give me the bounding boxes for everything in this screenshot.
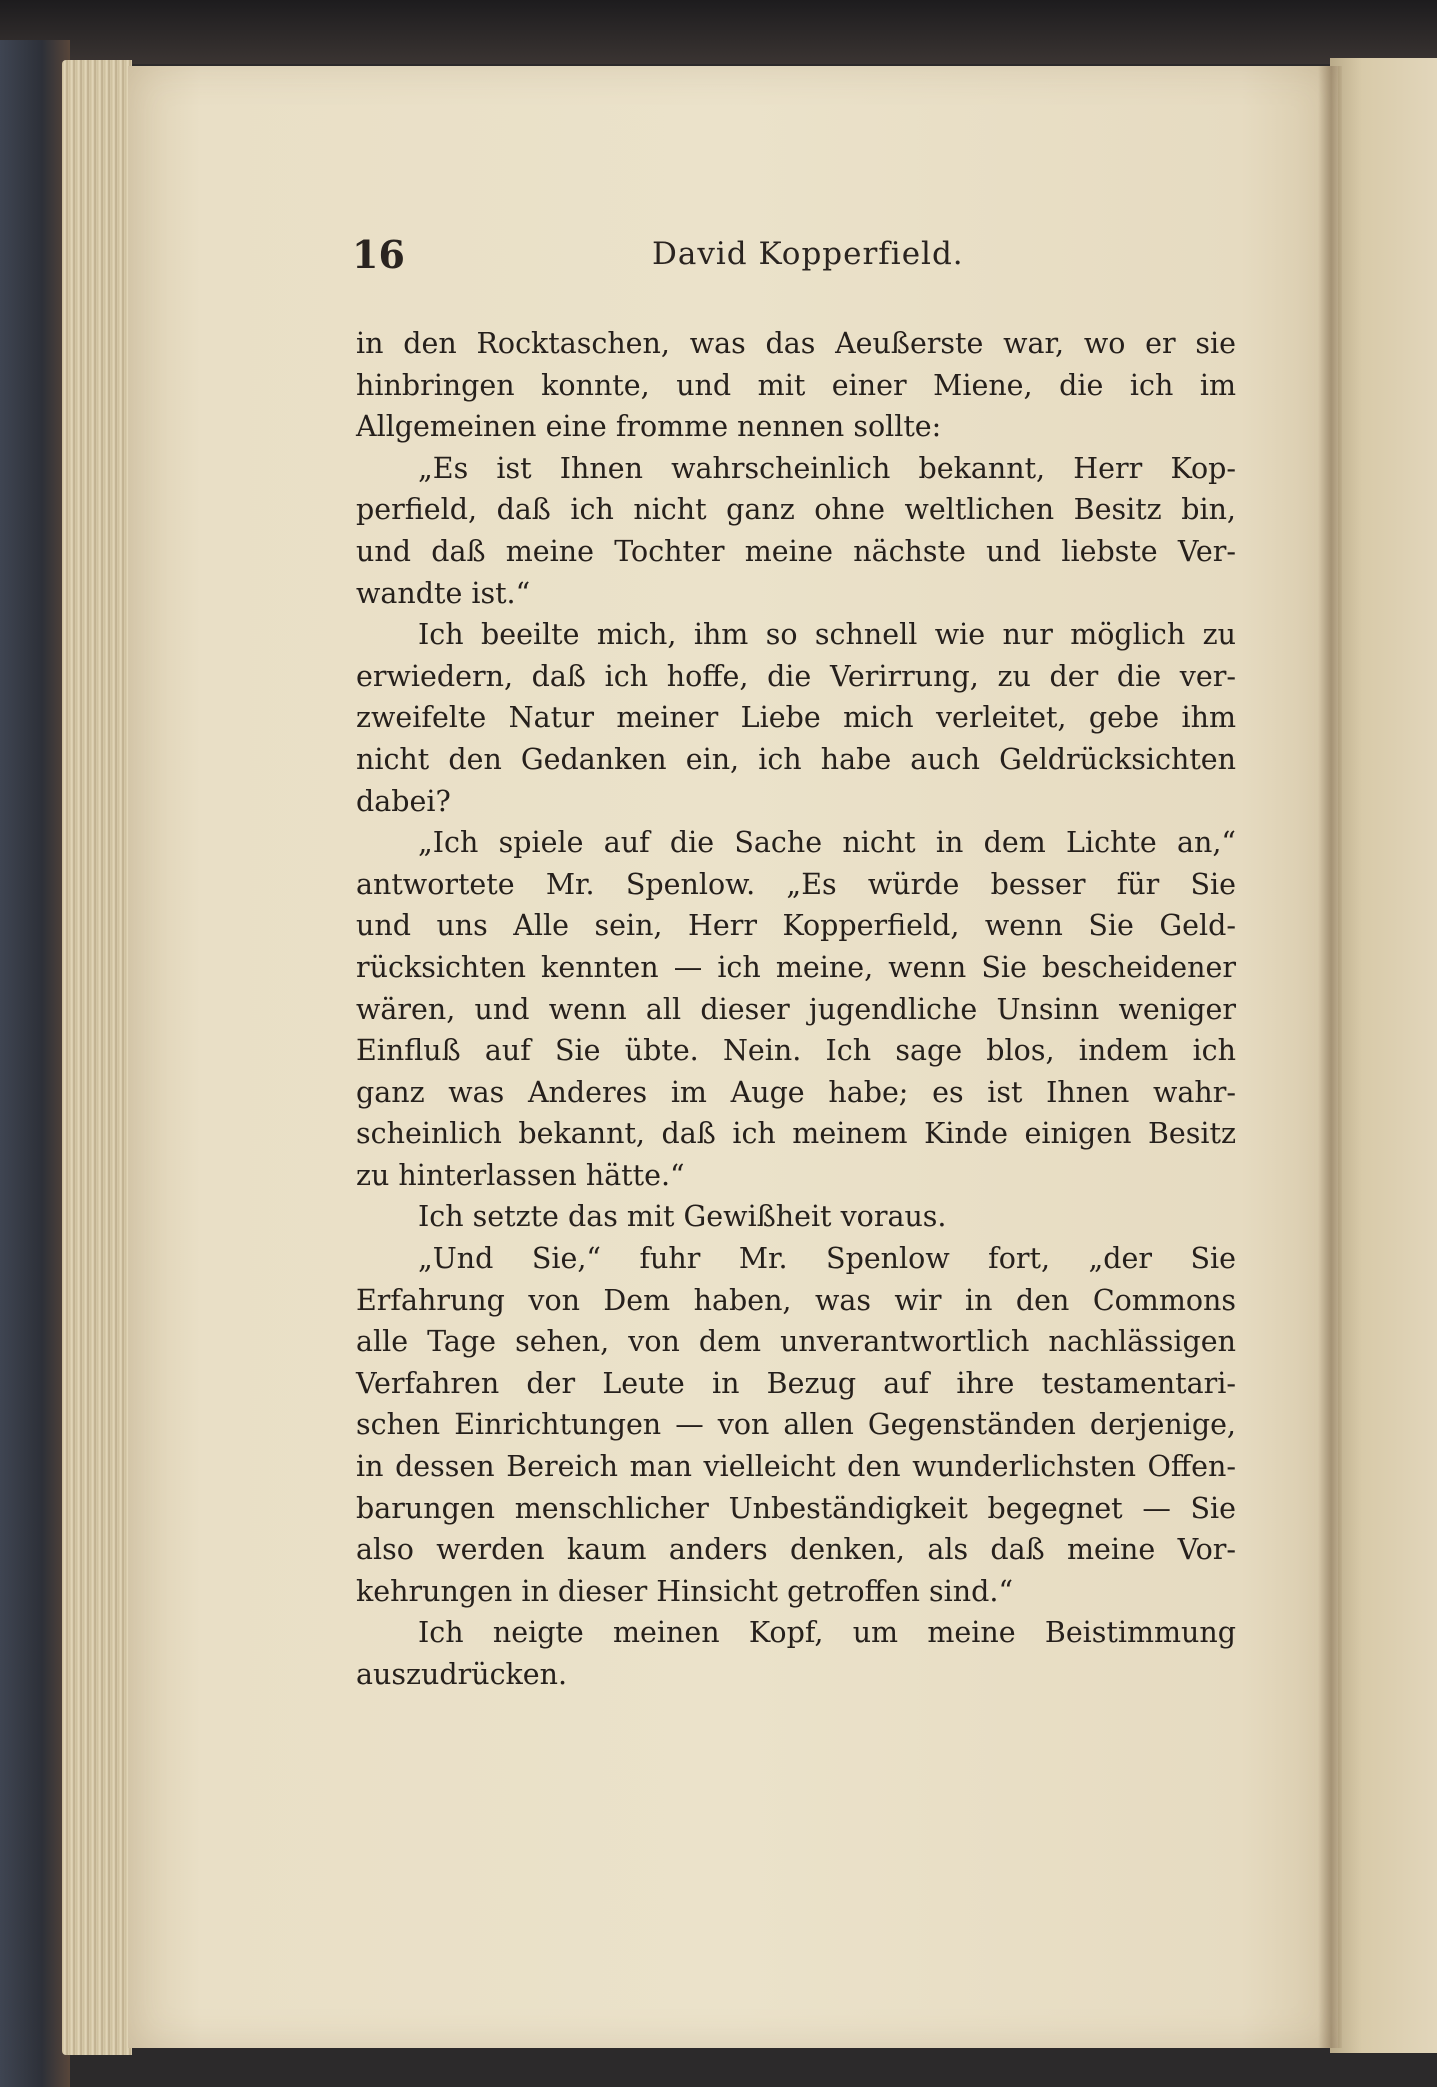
text-line: und daß meine Tochter meine nächste und liebste Ver- — [356, 534, 1236, 568]
text-line: „Und Sie,“ fuhr Mr. Spenlow fort, „der Sie — [418, 1242, 1236, 1276]
text-line: in dessen Bereich man vielleicht den wunderlichsten Offen- — [356, 1450, 1236, 1484]
book-cover-left — [0, 40, 70, 2087]
paragraph — [356, 1612, 1236, 1695]
text-line: ganz was Anderes im Auge habe; es ist Ihnen wahr- — [356, 1075, 1236, 1109]
page-number: 16 — [352, 232, 405, 277]
text-line: zu hinterlassen hätte.“ — [356, 1158, 685, 1192]
text-line: wandte ist.“ — [356, 576, 531, 610]
text-line: Ich setzte das mit Gewißheit voraus. — [418, 1200, 947, 1234]
text-line: antwortete Mr. Spenlow. „Es würde besser für Sie — [356, 867, 1236, 901]
running-title: David Kopperfield. — [652, 236, 964, 272]
text-line: und uns Alle sein, Herr Kopperfield, wenn Sie Geld- — [356, 909, 1236, 943]
paragraph — [356, 448, 1236, 614]
page-header — [352, 232, 1232, 292]
paragraph — [356, 822, 1236, 1196]
text-line: in den Rocktaschen, was das Aeußerste war, wo er sie — [356, 327, 1236, 360]
body-text — [356, 323, 1236, 1696]
text-line: rücksichten kennten — ich meine, wenn Sie bescheidener — [356, 950, 1236, 984]
text-line: alle Tage sehen, von dem unverantwortlich nachlässigen — [356, 1325, 1236, 1359]
text-line: schen Einrichtungen — von allen Gegenständen derjenige, — [356, 1408, 1236, 1442]
text-line: Verfahren der Leute in Bezug auf ihre testamentari- — [356, 1366, 1236, 1400]
text-line: barungen menschlicher Unbeständigkeit begegnet — Sie — [356, 1491, 1236, 1525]
paragraph — [356, 323, 1236, 448]
text-line: scheinlich bekannt, daß ich meinem Kinde einigen Besitz — [356, 1117, 1236, 1151]
text-line: „Es ist Ihnen wahrscheinlich bekannt, Herr Kop- — [418, 451, 1236, 485]
book-cover-top-edge — [0, 0, 1437, 64]
text-line: Ich neigte meinen Kopf, um meine Beistimmung — [418, 1616, 1236, 1650]
text-line: „Ich spiele auf die Sache nicht in dem Lichte an,“ — [418, 826, 1236, 860]
page-gutter-shadow — [1318, 66, 1342, 2048]
text-line: kehrungen in dieser Hinsicht getroffen sind.“ — [356, 1574, 1014, 1608]
paragraph — [356, 614, 1236, 822]
text-line: auszudrücken. — [356, 1658, 568, 1691]
page-stack-edge — [62, 60, 132, 2055]
text-line: Einfluß auf Sie übte. Nein. Ich sage blos, indem ich — [356, 1034, 1236, 1068]
text-line: also werden kaum anders denken, als daß meine Vor- — [356, 1533, 1236, 1567]
text-line: dabei? — [356, 784, 451, 818]
text-line: Allgemeinen eine fromme nennen sollte: — [356, 410, 942, 444]
text-line: erwiedern, daß ich hoffe, die Verirrung, zu der die ver- — [356, 659, 1236, 693]
text-line: Erfahrung von Dem haben, was wir in den Commons — [356, 1283, 1236, 1317]
text-line: wären, und wenn all dieser jugendliche Unsinn weniger — [356, 992, 1236, 1026]
text-line: nicht den Gedanken ein, ich habe auch Geldrücksichten — [356, 742, 1236, 776]
facing-page — [1330, 58, 1437, 2053]
text-line: hinbringen konnte, und mit einer Miene, die ich im — [356, 368, 1236, 402]
text-line: zweifelte Natur meiner Liebe mich verleitet, gebe ihm — [356, 701, 1236, 735]
paragraph — [356, 1196, 1236, 1238]
paragraph — [356, 1238, 1236, 1612]
text-line: Ich beeilte mich, ihm so schnell wie nur möglich zu — [418, 618, 1236, 652]
text-line: perfield, daß ich nicht ganz ohne weltlichen Besitz bin, — [356, 493, 1236, 527]
